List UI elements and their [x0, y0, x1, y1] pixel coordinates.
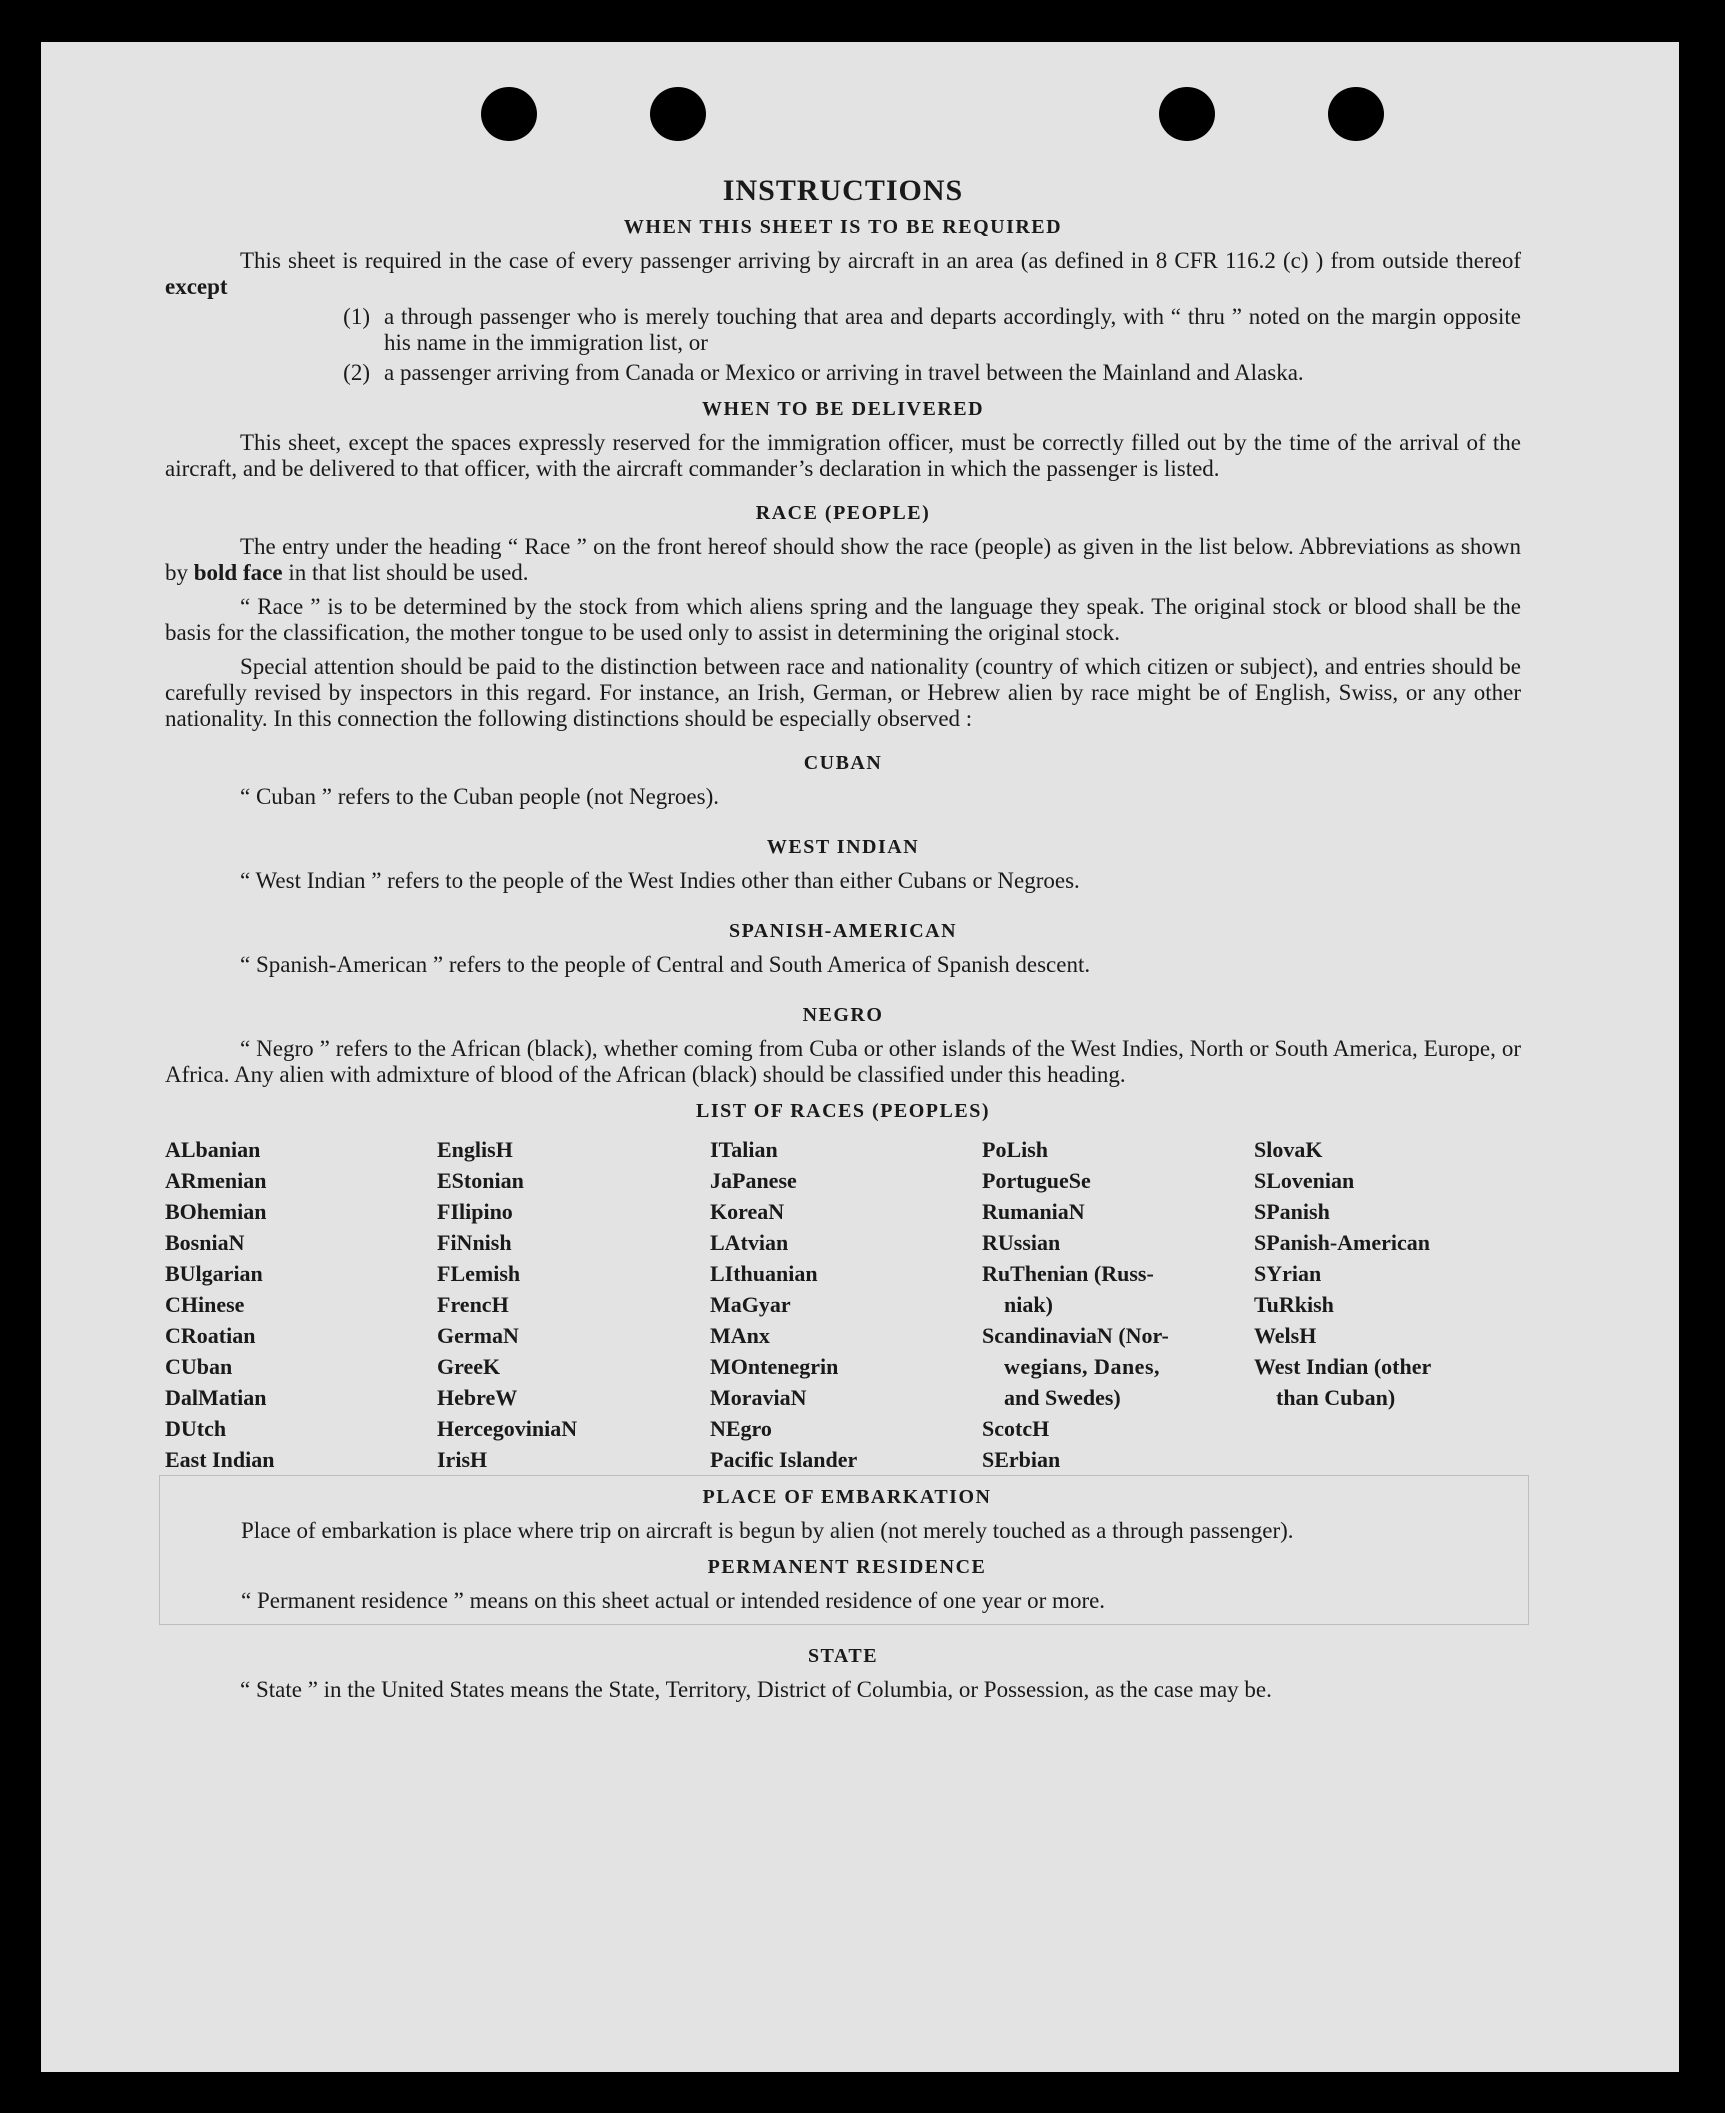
- race-item: SYrian: [1254, 1261, 1322, 1286]
- cuban-text: “ Cuban ” refers to the Cuban people (not Negroes).: [240, 784, 720, 809]
- residence-text: “ Permanent residence ” means on this sheet actual or intended residence of one year or more.: [241, 1588, 1106, 1613]
- race-item: ALbanian: [165, 1137, 261, 1162]
- race-item: PoLish: [982, 1137, 1049, 1162]
- race-item: ITalian: [710, 1137, 778, 1162]
- exception-number: (2): [343, 360, 370, 385]
- race-item: West Indian (other: [1254, 1354, 1432, 1379]
- race-item: EnglisH: [437, 1137, 513, 1162]
- section-heading-race: RACE (PEOPLE): [755, 502, 931, 524]
- race-item: WelsH: [1254, 1323, 1317, 1348]
- negro-text: “ Negro ” refers to the African (black), whether coming from Cuba or other islands of the West Indies, North or South America, Europe, or Africa. Any alien with admixture of blood of the African (black) should be classified under this heading.: [165, 1036, 1521, 1087]
- race-item: SErbian: [982, 1447, 1061, 1472]
- required-intro-bold: except: [165, 274, 228, 299]
- races-column-1: [165, 1134, 437, 1475]
- section-heading-negro: NEGRO: [802, 1004, 884, 1026]
- race-item: IrisH: [437, 1447, 488, 1472]
- race-item: GermaN: [437, 1323, 519, 1348]
- race-item: CHinese: [165, 1292, 245, 1317]
- race-item: SPanish: [1254, 1199, 1330, 1224]
- race-item: CRoatian: [165, 1323, 256, 1348]
- race-item: CUban: [165, 1354, 233, 1379]
- race-item: HebreW: [437, 1385, 518, 1410]
- race-item: MaGyar: [710, 1292, 791, 1317]
- race-item-continued: and Swedes): [1004, 1385, 1121, 1410]
- exception-item-2: [165, 360, 1521, 386]
- spanish-american-text: “ Spanish-American ” refers to the people of Central and South America of Spanish descent.: [240, 952, 1091, 977]
- delivered-text: This sheet, except the spaces expressly reserved for the immigration officer, must be correctly filled out by the time of the arrival of the aircraft, and be delivered to that officer, with the aircraft commander’s declaration in which the passenger is listed.: [165, 430, 1521, 481]
- race-item: MoraviaN: [710, 1385, 807, 1410]
- race-item: ScotcH: [982, 1416, 1050, 1441]
- west-indian-text: “ West Indian ” refers to the people of the West Indies other than either Cubans or Negroes.: [240, 868, 1080, 893]
- race-p1-text-end: in that list should be used.: [282, 560, 529, 585]
- race-item: HercegoviniaN: [437, 1416, 578, 1441]
- races-column-5: [1254, 1134, 1474, 1475]
- state-text: “ State ” in the United States means the State, Territory, District of Columbia, or Possession, as the case may be.: [240, 1677, 1272, 1702]
- race-item: Pacific Islander: [710, 1447, 858, 1472]
- exception-item-1: [165, 304, 1521, 356]
- race-paragraph-2: “ Race ” is to be determined by the stock from which aliens spring and the language they speak. The original stock or blood shall be the basis for the classification, the mother tongue to be used only to assist in determining the original stock.: [165, 594, 1521, 645]
- race-item: East Indian: [165, 1447, 275, 1472]
- race-item: SlovaK: [1254, 1137, 1323, 1162]
- race-item: MOntenegrin: [710, 1354, 839, 1379]
- race-item: DUtch: [165, 1416, 227, 1441]
- race-item: SLovenian: [1254, 1168, 1355, 1193]
- races-column-3: [710, 1134, 982, 1475]
- section-heading-required: WHEN THIS SHEET IS TO BE REQUIRED: [623, 216, 1063, 238]
- embarkation-text: Place of embarkation is place where trip on aircraft is begun by alien (not merely touched as a through passenger).: [241, 1518, 1294, 1543]
- race-item: LAtvian: [710, 1230, 789, 1255]
- race-item: NEgro: [710, 1416, 772, 1441]
- exception-text: a through passenger who is merely touching that area and departs accordingly, with “ thru ” noted on the margin opposite his name in the immigration list, or: [384, 304, 1521, 355]
- race-item: BOhemian: [165, 1199, 267, 1224]
- race-item: FrencH: [437, 1292, 509, 1317]
- race-item: RumaniaN: [982, 1199, 1085, 1224]
- section-heading-spanish-american: SPANISH-AMERICAN: [728, 920, 958, 942]
- embarkation-residence-box: [159, 1475, 1529, 1625]
- race-item: TuRkish: [1254, 1292, 1334, 1317]
- races-column-2: [437, 1134, 710, 1475]
- race-item: DalMatian: [165, 1385, 267, 1410]
- races-column-4: [982, 1134, 1254, 1475]
- race-item: LIthuanian: [710, 1261, 818, 1286]
- race-item: FiNnish: [437, 1230, 512, 1255]
- race-item: RUssian: [982, 1230, 1061, 1255]
- race-item: BUlgarian: [165, 1261, 263, 1286]
- exception-text: a passenger arriving from Canada or Mexico or arriving in travel between the Mainland and Alaska.: [384, 360, 1304, 385]
- instructions-content: [165, 130, 1521, 1703]
- race-item: JaPanese: [710, 1168, 797, 1193]
- exception-number: (1): [343, 304, 370, 329]
- section-heading-cuban: CUBAN: [803, 752, 883, 774]
- race-item: KoreaN: [710, 1199, 785, 1224]
- race-paragraph-1: [165, 534, 1521, 586]
- race-item-continued: niak): [1004, 1292, 1053, 1317]
- race-p1-text: The entry under the heading “ Race ” on the front hereof should show the race (people) as given in the list below. Abbreviations as shown by: [165, 534, 1521, 585]
- required-intro-text: This sheet is required in the case of every passenger arriving by aircraft in an area (as defined in 8 CFR 116.2 (c) ) from outside thereof: [240, 248, 1521, 273]
- section-heading-residence: PERMANENT RESIDENCE: [707, 1556, 987, 1578]
- races-list: [165, 1134, 1521, 1475]
- section-heading-embarkation: PLACE OF EMBARKATION: [702, 1486, 992, 1508]
- section-heading-delivered: WHEN TO BE DELIVERED: [701, 398, 985, 420]
- required-intro: [165, 248, 1521, 300]
- race-p1-bold: bold face: [193, 560, 283, 585]
- race-item: ARmenian: [165, 1168, 267, 1193]
- list-of-races-heading: LIST OF RACES (PEOPLES): [695, 1100, 990, 1122]
- race-item: ScandinaviaN (Nor-: [982, 1323, 1169, 1348]
- race-item: EStonian: [437, 1168, 524, 1193]
- section-heading-state: STATE: [807, 1645, 879, 1667]
- race-item: RuThenian (Russ-: [982, 1261, 1154, 1286]
- race-item: PortugueSe: [982, 1168, 1091, 1193]
- race-item: MAnx: [710, 1323, 770, 1348]
- race-item: FIlipino: [437, 1199, 513, 1224]
- race-item: SPanish-American: [1254, 1230, 1430, 1255]
- race-item: GreeK: [437, 1354, 501, 1379]
- race-paragraph-3: Special attention should be paid to the distinction between race and nationality (country of which citizen or subject), and entries should be carefully revised by inspectors in this regard. For instance, an Irish, German, or Hebrew alien by race might be of English, Swiss, or any other nationality. In this connection the following distinctions should be especially observed :: [165, 654, 1521, 731]
- section-heading-west-indian: WEST INDIAN: [766, 836, 920, 858]
- race-item-continued: than Cuban): [1276, 1385, 1396, 1410]
- race-item: BosniaN: [165, 1230, 245, 1255]
- race-item: FLemish: [437, 1261, 521, 1286]
- race-item-continued: wegians, Danes,: [1004, 1354, 1161, 1379]
- page-title: INSTRUCTIONS: [722, 174, 964, 207]
